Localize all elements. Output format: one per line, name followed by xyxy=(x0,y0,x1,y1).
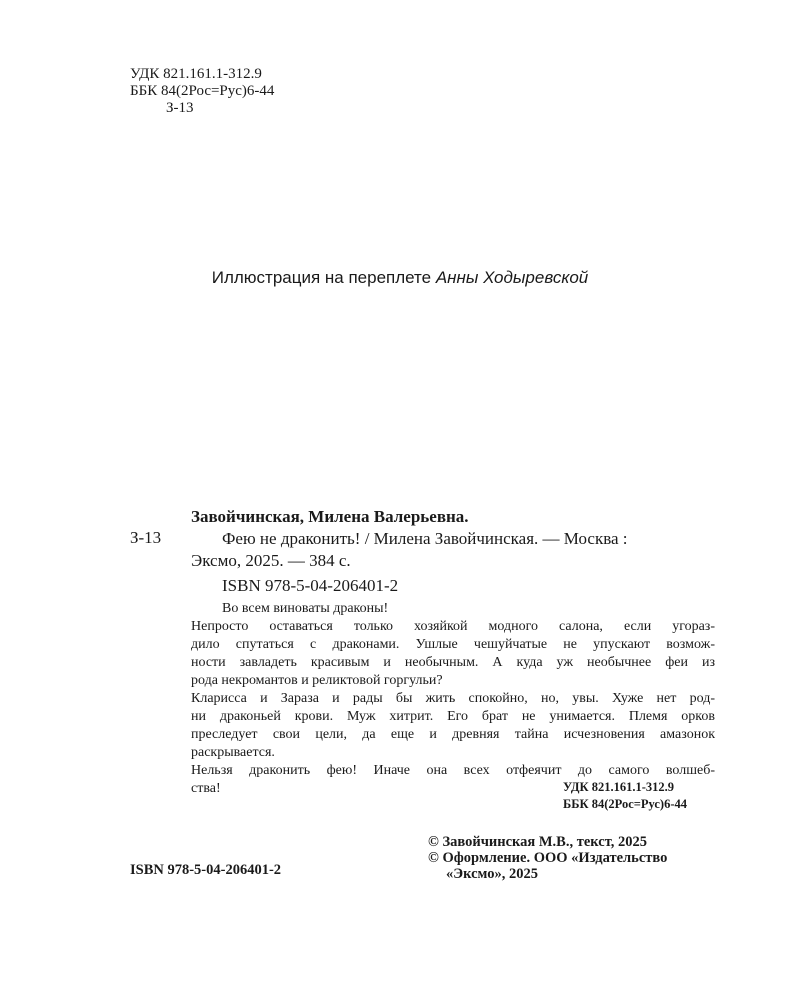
copyright-line: © Оформление. ООО «Издательство xyxy=(428,850,668,866)
bbk-code: ББК 84(2Рос=Рус)6-44 xyxy=(563,797,687,811)
illustration-artist: Анны Ходыревской xyxy=(435,268,589,287)
annotation-line: Нельзя драконить фею! Иначе она всех отфеячит до самого волшеб- xyxy=(191,763,715,778)
annotation-line: раскрывается. xyxy=(191,745,275,760)
copyright-line: © Завойчинская М.В., текст, 2025 xyxy=(428,834,648,850)
top-classification-codes xyxy=(130,66,274,117)
annotation-line: дило спутаться с драконами. Ушлые чешуйчатые не упускают возмож- xyxy=(191,637,715,652)
annotation-line: ности завладеть красивым и необычным. А куда уж необычнее феи из xyxy=(191,655,715,670)
bottom-isbn: ISBN 978-5-04-206401-2 xyxy=(130,862,282,878)
annotation xyxy=(191,600,715,798)
illustration-credit-prefix: Иллюстрация на переплете xyxy=(211,268,436,287)
author-mark: З-13 xyxy=(166,100,194,116)
udk-code: УДК 821.161.1-312.9 xyxy=(130,66,262,82)
catalog-card-title xyxy=(191,528,628,572)
annotation-line: ства! xyxy=(191,781,221,796)
annotation-line: ни драконьей крови. Муж хитрит. Его брат не унимается. Племя орков xyxy=(191,709,715,724)
udk-code: УДК 821.161.1-312.9 xyxy=(563,780,674,794)
annotation-lead: Во всем виноваты драконы! xyxy=(222,601,389,616)
annotation-paragraph xyxy=(191,618,715,690)
copyright-notice xyxy=(428,834,667,882)
bottom-classification-codes xyxy=(563,779,687,813)
annotation-paragraph xyxy=(191,690,715,762)
catalog-card-title-line: Эксмо, 2025. — 384 с. xyxy=(191,551,351,570)
annotation-line: Кларисса и Зараза и рады бы жить спокойно, но, увы. Хуже нет род- xyxy=(191,691,715,706)
annotation-line: рода некромантов и реликтовой горгульи? xyxy=(191,673,443,688)
copyright-line: «Эксмо», 2025 xyxy=(446,866,538,882)
catalog-card-author: Завойчинская, Милена Валерьевна. xyxy=(191,507,469,526)
catalog-card-title-line: Фею не драконить! / Милена Завойчинская. — Москва : xyxy=(222,529,628,548)
annotation-line: преследует свои цели, да еще и древняя тайна исчезновения амазонок xyxy=(191,727,715,742)
catalog-card-author-mark: З-13 xyxy=(130,528,162,547)
catalog-card-isbn: ISBN 978-5-04-206401-2 xyxy=(222,576,399,595)
bbk-code: ББК 84(2Рос=Рус)6-44 xyxy=(130,83,275,99)
annotation-line: Непросто оставаться только хозяйкой модного салона, если угораз- xyxy=(191,619,715,634)
illustration-credit xyxy=(0,268,800,288)
